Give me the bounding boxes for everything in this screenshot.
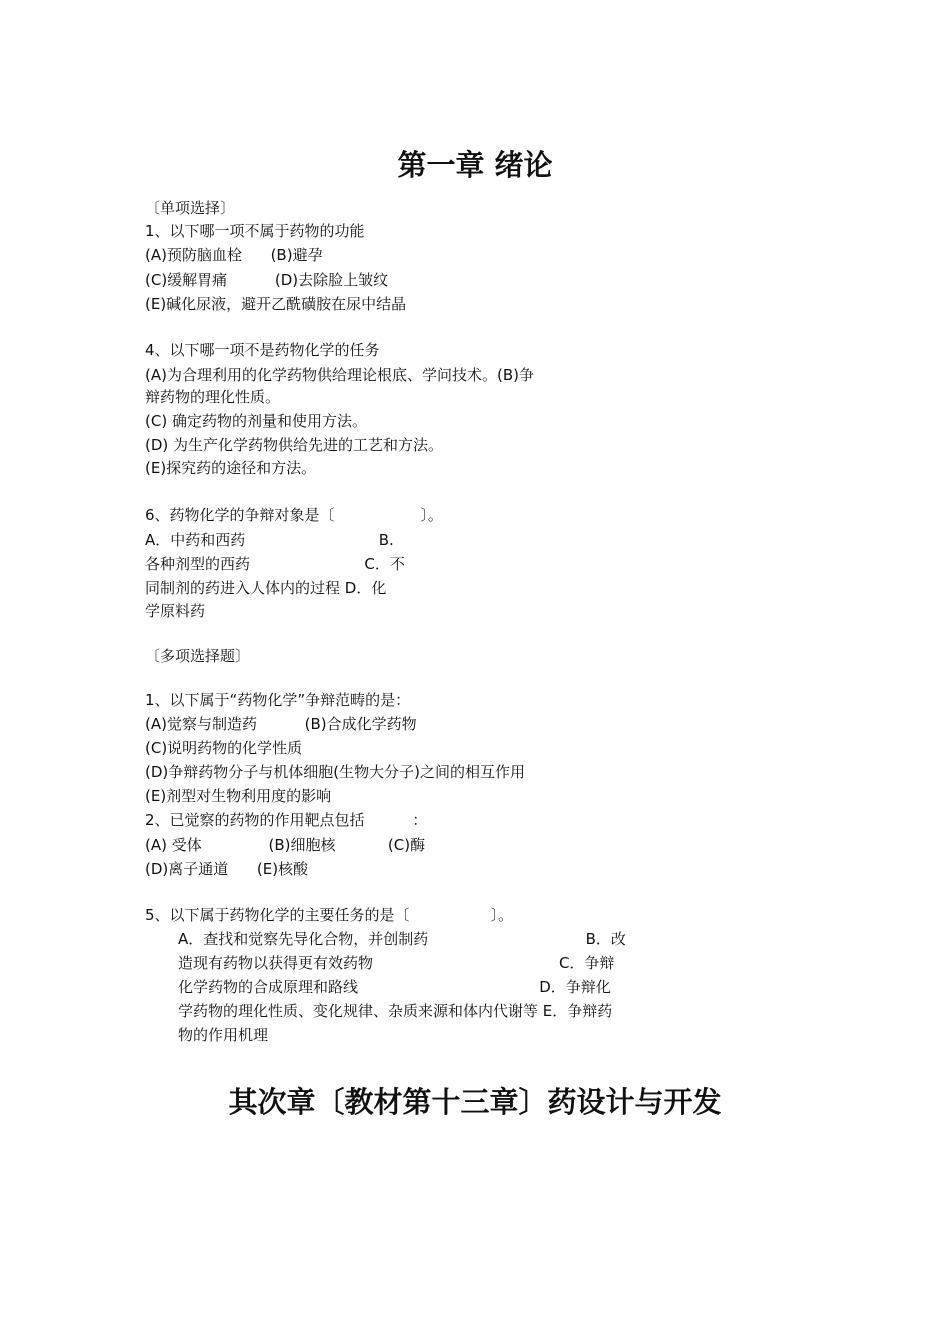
multi-choice-header: 〔多项选择题〕 bbox=[145, 647, 251, 665]
q4-options-2: 辩药物的理化性质。 bbox=[145, 388, 281, 406]
q4-options-4: (D) 为生产化学药物供给先进的工艺和方法。 bbox=[145, 436, 444, 454]
m5-stem: 5、以下属于药物化学的主要任务的是〔 〕。 bbox=[145, 906, 514, 924]
m1-options-2: (C)说明药物的化学性质 bbox=[145, 739, 303, 757]
m1-options-3: (D)争辩药物分子与机体细胞(生物大分子)之间的相互作用 bbox=[145, 763, 525, 781]
m5-options-4: 学药物的理化性质、变化规律、杂质来源和体内代谢等 E．争辩药 bbox=[178, 1002, 613, 1020]
m5-options-2: 造现有药物以获得更有效药物 C．争辩 bbox=[178, 954, 615, 972]
single-choice-header: 〔单项选择〕 bbox=[145, 199, 236, 217]
q6-stem: 6、药物化学的争辩对象是〔 〕。 bbox=[145, 506, 443, 524]
m5-options-3: 化学药物的合成原理和路线 D．争辩化 bbox=[178, 978, 611, 996]
q4-stem: 4、以下哪一项不是药物化学的任务 bbox=[145, 341, 380, 359]
q6-options-2: 各种剂型的西药 C．不 bbox=[145, 555, 405, 573]
m2-stem: 2、已觉察的药物的作用靶点包括 ： bbox=[145, 811, 428, 829]
m1-options-1: (A)觉察与制造药 (B)合成化学药物 bbox=[145, 715, 417, 733]
q4-options-3: (C) 确定药物的剂量和使用方法。 bbox=[145, 412, 367, 430]
q1-options-3: (E)碱化尿液，避开乙酰磺胺在尿中结晶 bbox=[145, 295, 407, 313]
m1-options-4: (E)剂型对生物利用度的影响 bbox=[145, 787, 332, 805]
chapter2-title: 其次章〔教材第十三章〕药设计与开发 bbox=[228, 1085, 722, 1119]
m2-options-2: (D)离子通道 (E)核酸 bbox=[145, 860, 309, 878]
q1-stem: 1、以下哪一项不属于药物的功能 bbox=[145, 222, 365, 240]
m5-options-5: 物的作用机理 bbox=[178, 1026, 269, 1044]
m2-options-1: (A) 受体 (B)细胞核 (C)酶 bbox=[145, 836, 426, 854]
chapter1-title: 第一章 绪论 bbox=[397, 148, 553, 182]
q6-options-3: 同制剂的药进入人体内的过程 D．化 bbox=[145, 579, 387, 597]
q1-options-1: (A)预防脑血栓 (B)避孕 bbox=[145, 246, 323, 264]
q1-options-2: (C)缓解胃痛 (D)去除脸上皱纹 bbox=[145, 271, 389, 289]
q4-options-5: (E)探究药的途径和方法。 bbox=[145, 459, 317, 477]
q4-options-1: (A)为合理利用的化学药物供给理论根底、学问技术。(B)争 bbox=[145, 366, 534, 384]
m5-options-1: A．查找和觉察先导化合物，并创制药 B．改 bbox=[178, 930, 626, 948]
q6-options-1: A．中药和西药 B. bbox=[145, 531, 394, 549]
m1-stem: 1、以下属于“药物化学”争辩范畴的是： bbox=[145, 691, 411, 709]
q6-options-4: 学原料药 bbox=[145, 602, 206, 620]
